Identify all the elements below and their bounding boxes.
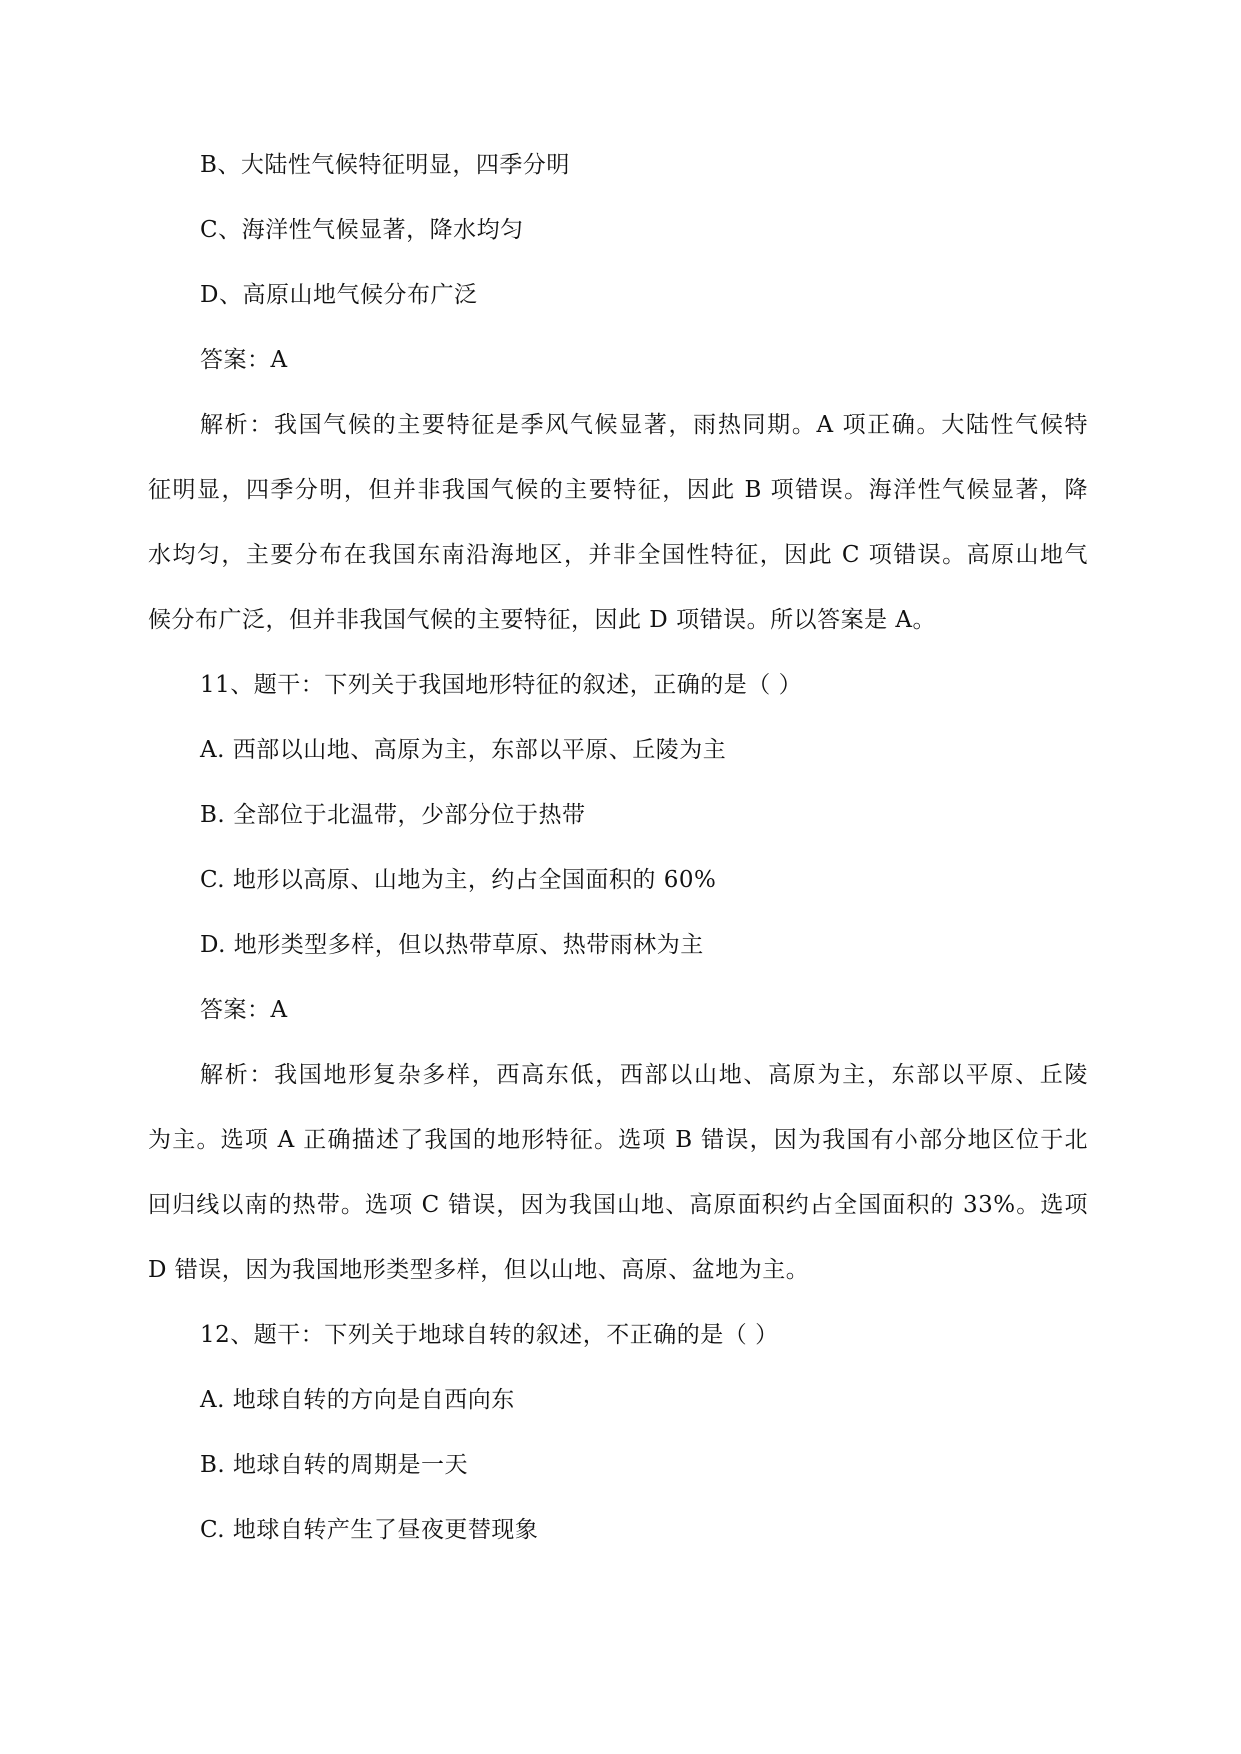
q10-option-b: B、大陆性气候特征明显，四季分明 <box>200 152 570 178</box>
q11-option-b: B. 全部位于北温带，少部分位于热带 <box>200 802 586 828</box>
q11-answer: 答案：A <box>200 997 288 1023</box>
q10-analysis-line: 解析：我国气候的主要特征是季风气候显著，雨热同期。A 项正确。大陆性气候特 <box>200 412 1088 438</box>
q10-analysis-line: 征明显，四季分明，但并非我国气候的主要特征，因此 B 项错误。海洋性气候显著，降 <box>148 477 1088 503</box>
q11-option-d: D. 地形类型多样，但以热带草原、热带雨林为主 <box>200 932 704 958</box>
q11-analysis-line: 回归线以南的热带。选项 C 错误，因为我国山地、高原面积约占全国面积的 33%。选项 <box>148 1192 1088 1218</box>
q11-option-c: C. 地形以高原、山地为主，约占全国面积的 60% <box>200 867 717 893</box>
q12-option-a: A. 地球自转的方向是自西向东 <box>200 1387 515 1413</box>
q11-analysis-line: D 错误，因为我国地形类型多样，但以山地、高原、盆地为主。 <box>148 1257 810 1283</box>
q11-analysis-line: 解析：我国地形复杂多样，西高东低，西部以山地、高原为主，东部以平原、丘陵 <box>200 1062 1088 1088</box>
q10-analysis-line: 水均匀，主要分布在我国东南沿海地区，并非全国性特征，因此 C 项错误。高原山地气 <box>148 542 1088 568</box>
q11-stem: 11、题干：下列关于我国地形特征的叙述，正确的是（ ） <box>200 672 803 698</box>
q11-option-a: A. 西部以山地、高原为主，东部以平原、丘陵为主 <box>200 737 727 763</box>
q11-analysis-line: 为主。选项 A 正确描述了我国的地形特征。选项 B 错误，因为我国有小部分地区位于北 <box>148 1127 1088 1153</box>
q10-option-c: C、海洋性气候显著，降水均匀 <box>200 217 524 243</box>
q12-stem: 12、题干：下列关于地球自转的叙述，不正确的是（ ） <box>200 1322 779 1348</box>
q12-option-c: C. 地球自转产生了昼夜更替现象 <box>200 1517 539 1543</box>
q10-option-d: D、高原山地气候分布广泛 <box>200 282 478 308</box>
q12-option-b: B. 地球自转的周期是一天 <box>200 1452 469 1478</box>
q10-answer: 答案：A <box>200 347 288 373</box>
q10-analysis-line: 候分布广泛，但并非我国气候的主要特征，因此 D 项错误。所以答案是 A。 <box>148 607 936 633</box>
